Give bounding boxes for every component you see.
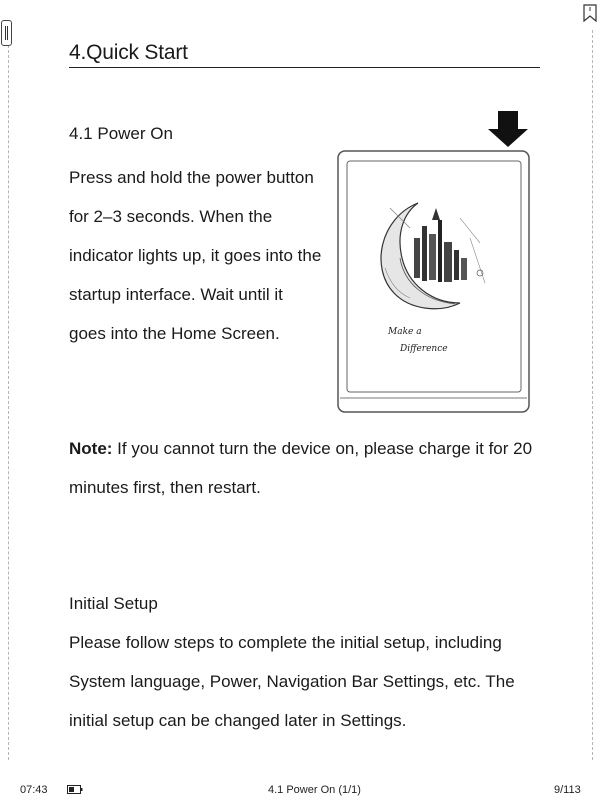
section-title: 4.1 Power On	[69, 124, 173, 143]
note-label: Note:	[69, 439, 113, 458]
down-arrow-icon	[488, 111, 528, 147]
setup-instructions: Please follow steps to complete the initial setup, including System language, Power, Navigation Bar Settings, etc. The initial setup can be changed later in Settings.	[69, 633, 515, 730]
status-bar	[0, 778, 600, 800]
status-page-number[interactable]: 9/113	[554, 784, 581, 796]
bookmark-icon[interactable]	[583, 4, 597, 22]
setup-title: Initial Setup	[69, 594, 158, 613]
status-page-label: 4.1 Power On (1/1)	[268, 784, 361, 796]
note-text: If you cannot turn the device on, please charge it for 20 minutes first, then restart.	[69, 439, 533, 497]
battery-icon	[67, 785, 83, 794]
left-margin-guide	[8, 40, 9, 760]
caption-line1: Make a	[388, 327, 422, 337]
device-illustration	[330, 108, 532, 414]
sidebar-handle-icon[interactable]	[1, 20, 12, 46]
power-on-instructions: Press and hold the power button for 2–3 seconds. When the indicator lights up, it goes into the startup interface. Wait until it goes into the Home Screen.	[69, 168, 322, 343]
chapter-title: 4.Quick Start	[69, 41, 540, 68]
power-on-note	[69, 429, 549, 507]
right-margin-guide	[592, 30, 593, 760]
caption-line2: Difference	[400, 344, 448, 354]
status-time: 07:43	[20, 784, 48, 796]
